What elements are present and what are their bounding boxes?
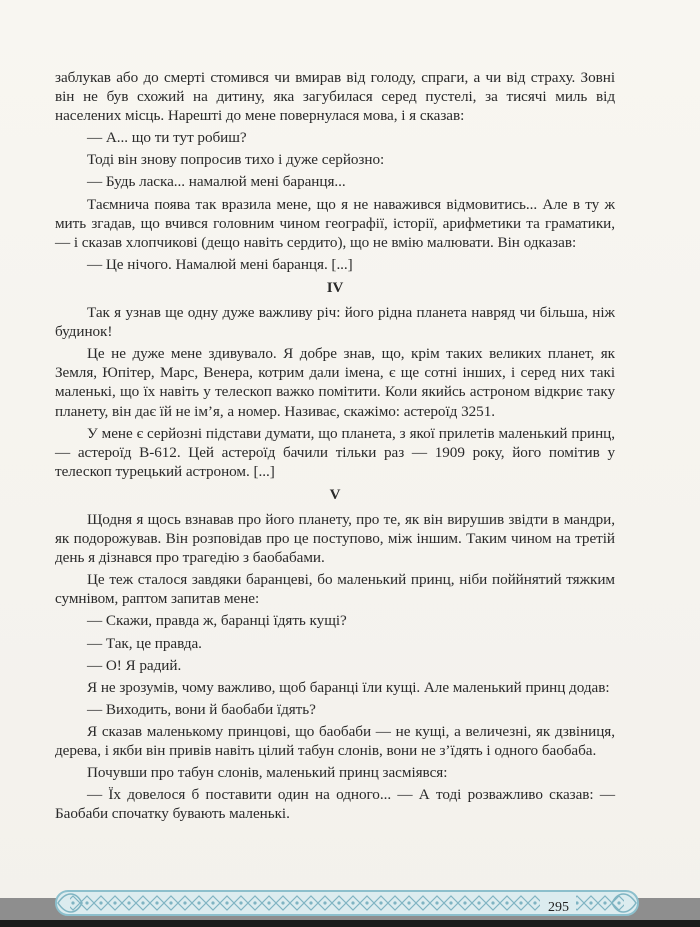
paragraph: — Так, це правда.	[87, 634, 202, 652]
paragraph: Так я узнав ще одну дуже важливу річ: його рідна планета навряд чи більша, ніж будинок!	[55, 304, 615, 341]
paragraph: — А... що ти тут робиш?	[87, 129, 247, 147]
paragraph: Почувши про табун слонів, маленький принц засміявся:	[87, 764, 448, 782]
paragraph: — Їх довелося б поставити один на одного... — А тоді розважливо сказав: — Баобаби спочатку бувають маленькі.	[55, 786, 615, 823]
paragraph: Таємнича поява так вразила мене, що я не наважився відмовитись... Але в ту ж мить згадав, що вчився головним чином географії, історії, арифметики та граматики, — і сказав хлопчикові (дещо навіть сердито), що не вмію малювати. Він одказав:	[55, 195, 615, 251]
paragraph: заблукав або до смерті стомився чи вмирав від голоду, спраги, а чи від страху. Зовні він не був схожий на дитину, яка загубилася серед пустелі, за тисячі миль від населених місць. Нарешті до мене повернулася мова, і я сказав:	[55, 69, 615, 125]
paragraph: У мене є серйозні підстави думати, що планета, з якої прилетів маленький принц, — астероїд В-612. Цей астероїд бачили тільки раз — 1909 року, його помітив у телескоп турецький астроном. [...]	[55, 424, 615, 480]
paragraph: Це теж сталося завдяки баранцеві, бо маленький принц, ніби поййнятий тяжким сумнівом, раптом запитав мене:	[55, 571, 615, 608]
chapter-text	[55, 68, 615, 823]
paragraph: — Будь ласка... намалюй мені баранця...	[87, 173, 346, 191]
chapter-heading-v: V	[329, 486, 341, 503]
page-number: 295	[548, 900, 569, 915]
paragraph: — О! Я радий.	[87, 656, 182, 674]
paragraph: — Виходить, вони й баобаби їдять?	[87, 700, 316, 718]
paragraph: Тоді він знову попросив тихо і дуже серйозно:	[87, 151, 385, 169]
bottom-strip	[0, 920, 700, 927]
paragraph: Я сказав маленькому принцові, що баобаби — не кущі, а величезні, як дзвіниця, дерева, і якби він привів навіть цілий табун слонів, вони не з’їдять і одного баобаба.	[55, 722, 615, 759]
paragraph: — Це нічого. Намалюй мені баранця. [...]	[87, 255, 353, 273]
paragraph: Це не дуже мене здивувало. Я добре знав, що, крім таких великих планет, як Земля, Юпітер, Марс, Венера, котрим дали імена, є ще сотні інших, і серед них такі маленькі, що їх навіть у телескоп важко помітити. Коли якийсь астроном відкриє таку планету, він дає їй не ім’я, а номер. Називає, скажімо: астероїд 3251.	[55, 345, 615, 420]
paragraph: — Скажи, правда ж, баранці їдять кущі?	[87, 612, 347, 630]
paragraph: Щодня я щось взнавав про його планету, про те, як він вирушив звідти в мандри, як подорожував. Він розповідав про це поступово, між іншим. Таким чином на третій день я дізнався про трагедію з баобабами.	[55, 510, 615, 567]
paragraph: Я не зрозумів, чому важливо, щоб баранці їли кущі. Але маленький принц додав:	[87, 678, 610, 696]
chapter-heading-iv: IV	[326, 279, 344, 296]
